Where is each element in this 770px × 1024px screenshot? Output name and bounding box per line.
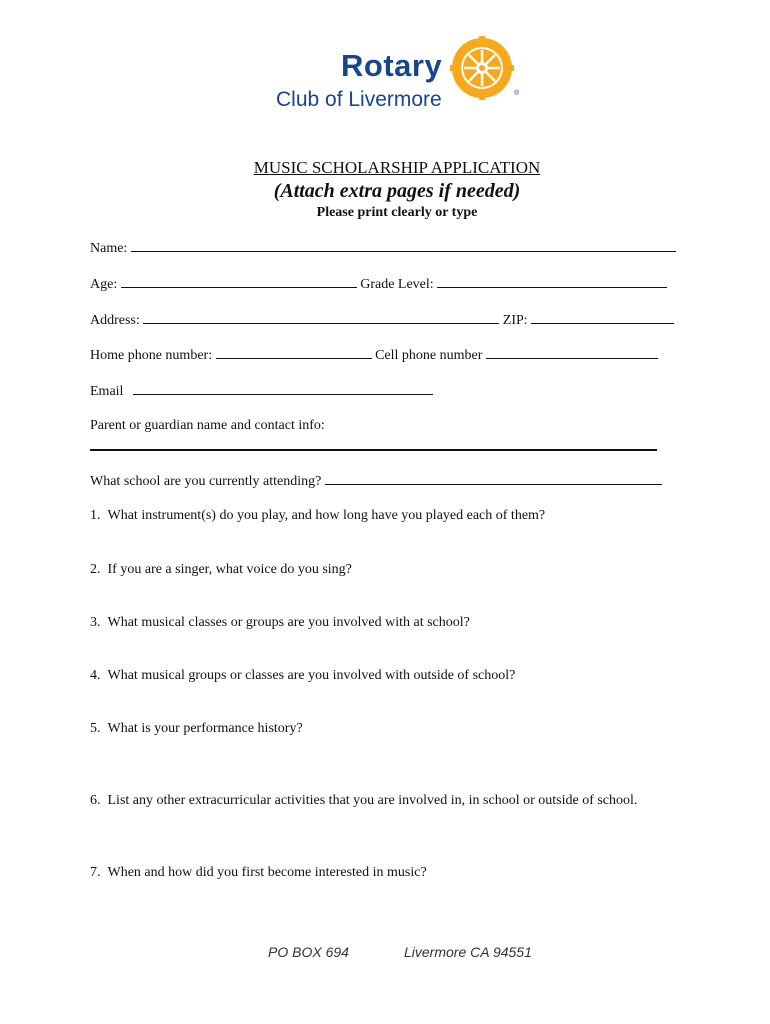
question-text: What instrument(s) do you play, and how long have you played each of them? <box>107 508 546 523</box>
question-number: 7. <box>90 865 101 880</box>
school-field[interactable] <box>325 472 662 485</box>
rotary-logo-wordmark: Rotary <box>341 48 443 83</box>
zip-field[interactable] <box>531 311 674 324</box>
email-label: Email <box>90 384 124 399</box>
zip-label: ZIP: <box>502 313 528 328</box>
cell-phone-field[interactable] <box>486 346 658 359</box>
age-label: Age: <box>90 277 118 292</box>
question-2 <box>90 562 352 578</box>
address-field[interactable] <box>143 311 499 324</box>
name-label: Name: <box>90 241 128 256</box>
parent-field[interactable] <box>90 449 657 451</box>
address-label: Address: <box>90 313 140 328</box>
question-6 <box>90 793 637 809</box>
school-label: What school are you currently attending? <box>90 474 322 489</box>
parent-label: Parent or guardian name and contact info: <box>90 418 325 433</box>
question-number: 5. <box>90 721 101 736</box>
home-phone-field[interactable] <box>216 346 372 359</box>
school-row <box>90 472 662 490</box>
registered-mark: ® <box>514 90 520 97</box>
phone-row <box>90 346 658 364</box>
home-phone-label: Home phone number: <box>90 348 213 363</box>
instructions-note: Please print clearly or type <box>316 205 478 220</box>
question-number: 3. <box>90 615 101 630</box>
grade-label: Grade Level: <box>360 277 434 292</box>
page-title: MUSIC SCHOLARSHIP APPLICATION <box>253 158 541 177</box>
grade-field[interactable] <box>437 275 667 288</box>
question-text: When and how did you first become interested in music? <box>107 865 427 880</box>
question-3 <box>90 615 470 631</box>
question-text: If you are a singer, what voice do you sing? <box>107 562 352 577</box>
page-subtitle: (Attach extra pages if needed) <box>273 180 521 202</box>
question-text: List any other extracurricular activities that you are involved in, in school or outside of school. <box>107 793 638 808</box>
email-field[interactable] <box>133 382 433 395</box>
question-number: 4. <box>90 668 101 683</box>
question-text: What musical groups or classes are you involved with outside of school? <box>107 668 516 683</box>
email-row <box>90 382 433 400</box>
question-5 <box>90 721 303 737</box>
question-text: What is your performance history? <box>107 721 303 736</box>
age-field[interactable] <box>121 275 357 288</box>
question-number: 2. <box>90 562 101 577</box>
address-row <box>90 311 674 329</box>
rotary-wheel-icon <box>450 36 514 100</box>
name-row <box>90 239 676 257</box>
name-field[interactable] <box>131 239 676 252</box>
question-7 <box>90 865 427 881</box>
question-4 <box>90 668 515 684</box>
question-1 <box>90 508 545 524</box>
age-grade-row <box>90 275 667 293</box>
question-number: 6. <box>90 793 101 808</box>
club-name: Club of Livermore <box>276 88 442 111</box>
question-text: What musical classes or groups are you involved with at school? <box>107 615 470 630</box>
cell-phone-label: Cell phone number <box>375 348 483 363</box>
footer-city: Livermore CA 94551 <box>404 944 532 960</box>
footer-po-box: PO BOX 694 <box>268 944 349 960</box>
question-number: 1. <box>90 508 101 523</box>
